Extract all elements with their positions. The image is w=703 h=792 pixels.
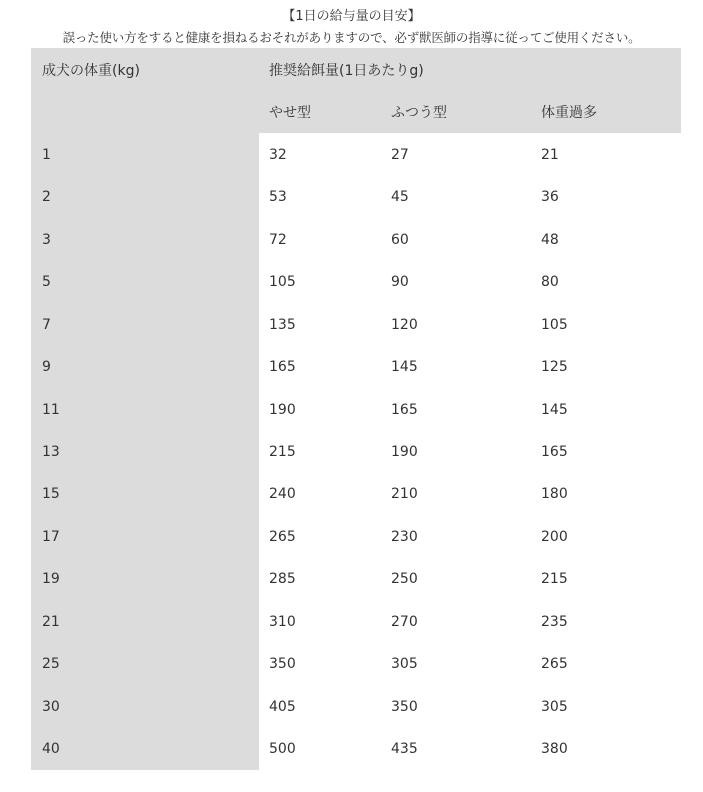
weight-cell: 3 bbox=[42, 232, 51, 248]
overweight-amount-cell: 380 bbox=[541, 741, 568, 757]
weight-cell: 11 bbox=[42, 402, 60, 418]
normal-amount-cell: 305 bbox=[391, 656, 418, 672]
sub-header-normal: ふつう型 bbox=[391, 105, 447, 121]
caution-notice: 誤った使い方をすると健康を損ねるおそれがありますので、必ず獣医師の指導に従ってご使用ください。 bbox=[62, 30, 641, 45]
overweight-amount-cell: 125 bbox=[541, 359, 568, 375]
weight-cell: 7 bbox=[42, 317, 51, 333]
normal-amount-cell: 60 bbox=[391, 232, 409, 248]
overweight-amount-cell: 165 bbox=[541, 444, 568, 460]
weight-column-header: 成犬の体重(kg) bbox=[42, 63, 140, 79]
overweight-amount-cell: 48 bbox=[541, 232, 559, 248]
normal-amount-cell: 230 bbox=[391, 529, 418, 545]
thin-amount-cell: 405 bbox=[269, 699, 296, 715]
normal-amount-cell: 45 bbox=[391, 189, 409, 205]
weight-cell: 1 bbox=[42, 147, 51, 163]
overweight-amount-cell: 200 bbox=[541, 529, 568, 545]
thin-amount-cell: 350 bbox=[269, 656, 296, 672]
thin-amount-cell: 135 bbox=[269, 317, 296, 333]
weight-cell: 15 bbox=[42, 486, 60, 502]
normal-amount-cell: 210 bbox=[391, 486, 418, 502]
weight-cell: 25 bbox=[42, 656, 60, 672]
normal-amount-cell: 190 bbox=[391, 444, 418, 460]
normal-amount-cell: 165 bbox=[391, 402, 418, 418]
overweight-amount-cell: 145 bbox=[541, 402, 568, 418]
amount-column-header: 推奨給餌量(1日あたりg) bbox=[269, 63, 424, 79]
weight-cell: 2 bbox=[42, 189, 51, 205]
normal-amount-cell: 270 bbox=[391, 614, 418, 630]
sub-header-overweight: 体重過多 bbox=[541, 105, 597, 121]
normal-amount-cell: 90 bbox=[391, 274, 409, 290]
weight-cell: 17 bbox=[42, 529, 60, 545]
normal-amount-cell: 120 bbox=[391, 317, 418, 333]
weight-cell: 40 bbox=[42, 741, 60, 757]
normal-amount-cell: 435 bbox=[391, 741, 418, 757]
weight-cell: 5 bbox=[42, 274, 51, 290]
thin-amount-cell: 310 bbox=[269, 614, 296, 630]
thin-amount-cell: 72 bbox=[269, 232, 287, 248]
weight-cell: 30 bbox=[42, 699, 60, 715]
feeding-table bbox=[31, 48, 681, 770]
overweight-amount-cell: 36 bbox=[541, 189, 559, 205]
weight-cell: 21 bbox=[42, 614, 60, 630]
overweight-amount-cell: 235 bbox=[541, 614, 568, 630]
thin-amount-cell: 265 bbox=[269, 529, 296, 545]
thin-amount-cell: 105 bbox=[269, 274, 296, 290]
normal-amount-cell: 350 bbox=[391, 699, 418, 715]
normal-amount-cell: 250 bbox=[391, 571, 418, 587]
weight-cell: 13 bbox=[42, 444, 60, 460]
overweight-amount-cell: 265 bbox=[541, 656, 568, 672]
thin-amount-cell: 240 bbox=[269, 486, 296, 502]
page-title: 【1日の給与量の目安】 bbox=[282, 9, 421, 24]
overweight-amount-cell: 105 bbox=[541, 317, 568, 333]
thin-amount-cell: 215 bbox=[269, 444, 296, 460]
overweight-amount-cell: 21 bbox=[541, 147, 559, 163]
normal-amount-cell: 145 bbox=[391, 359, 418, 375]
thin-amount-cell: 165 bbox=[269, 359, 296, 375]
thin-amount-cell: 500 bbox=[269, 741, 296, 757]
overweight-amount-cell: 215 bbox=[541, 571, 568, 587]
overweight-amount-cell: 80 bbox=[541, 274, 559, 290]
weight-column-background bbox=[31, 48, 259, 770]
thin-amount-cell: 190 bbox=[269, 402, 296, 418]
overweight-amount-cell: 180 bbox=[541, 486, 568, 502]
sub-header-thin: やせ型 bbox=[269, 105, 311, 121]
thin-amount-cell: 53 bbox=[269, 189, 287, 205]
thin-amount-cell: 32 bbox=[269, 147, 287, 163]
weight-cell: 9 bbox=[42, 359, 51, 375]
thin-amount-cell: 285 bbox=[269, 571, 296, 587]
normal-amount-cell: 27 bbox=[391, 147, 409, 163]
weight-cell: 19 bbox=[42, 571, 60, 587]
overweight-amount-cell: 305 bbox=[541, 699, 568, 715]
